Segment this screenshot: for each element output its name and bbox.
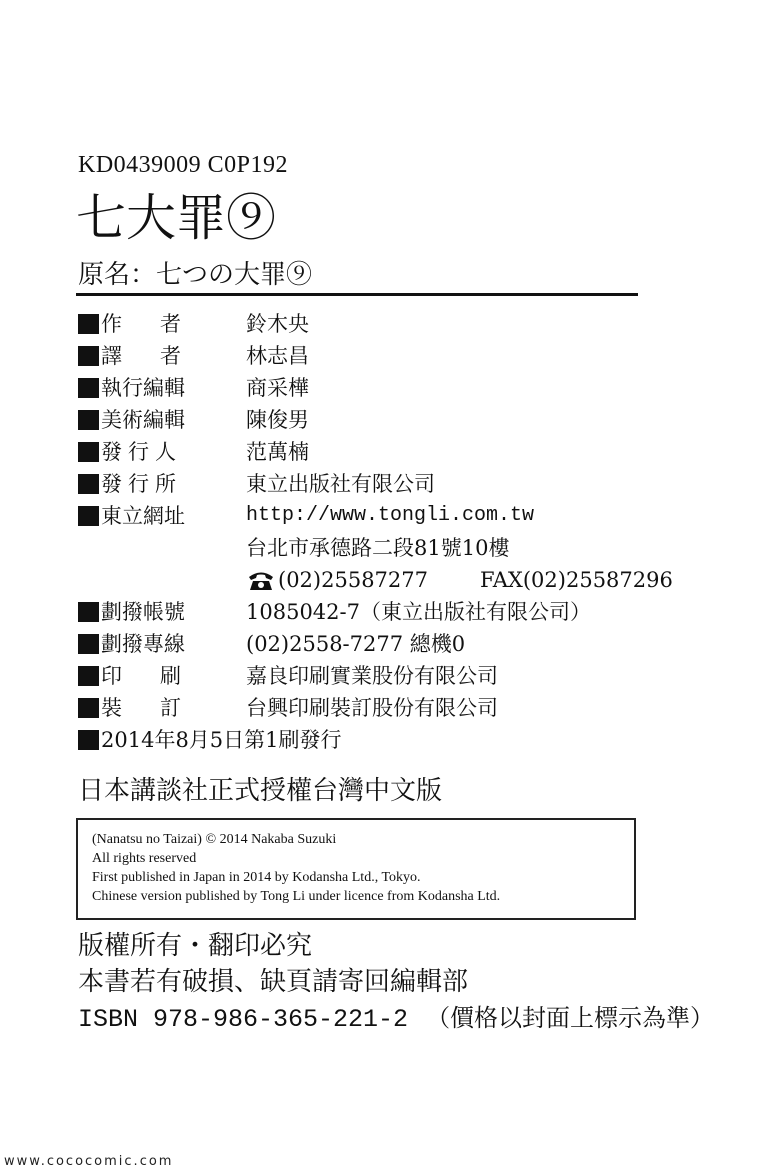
contact-row [78, 564, 678, 596]
credit-value: 陳俊男 [246, 408, 309, 432]
watermark: www.cococomic.com [4, 1154, 174, 1169]
credit-row-art-editor [78, 404, 678, 436]
bullet-square-icon [78, 474, 99, 494]
credits-list [78, 308, 678, 756]
credit-label: 裝訂 [101, 696, 219, 720]
credit-label: 執行編輯 [101, 376, 185, 400]
credit-row-postal-account [78, 596, 678, 628]
credit-value: 台興印刷裝訂股份有限公司 [246, 696, 498, 720]
price-note: （價格以封面上標示為準） [426, 1004, 715, 1032]
bullet-square-icon [78, 602, 99, 622]
credit-row-binding [78, 692, 678, 724]
phone-number: (02)25587277 [278, 568, 428, 592]
credit-row-printing [78, 660, 678, 692]
bullet-square-icon [78, 346, 99, 366]
damaged-copy-notice: 本書若有破損、缺頁請寄回編輯部 [78, 967, 469, 997]
bullet-square-icon [78, 730, 99, 750]
credit-row-translator [78, 340, 678, 372]
product-code: KD0439009 C0P192 [78, 152, 289, 178]
copyright-line: All rights reserved [92, 851, 197, 866]
book-title: 七大罪⑨ [76, 189, 276, 247]
credit-label: 劃撥專線 [101, 632, 185, 656]
notices [78, 928, 468, 1000]
bullet-square-icon [78, 666, 99, 686]
bullet-square-icon [78, 442, 99, 462]
copyright-line: (Nanatsu no Taizai) © 2014 Nakaba Suzuki [92, 832, 337, 847]
credit-value: 林志昌 [246, 344, 309, 368]
bullet-square-icon [78, 410, 99, 430]
credit-value: 嘉良印刷實業股份有限公司 [246, 664, 498, 688]
credit-label: 劃撥帳號 [101, 600, 185, 624]
fax-number: FAX(02)25587296 [480, 568, 673, 592]
license-statement: 日本講談社正式授權台灣中文版 [78, 776, 443, 806]
copyright-line: First published in Japan in 2014 by Kodansha Ltd., Tokyo. [92, 870, 421, 885]
credit-value: 1085042-7（東立出版社有限公司） [246, 600, 591, 624]
address: 台北市承德路二段81號10樓 [246, 536, 510, 560]
isbn-row [78, 1000, 714, 1038]
credit-row-publishing-house [78, 468, 678, 500]
bullet-square-icon [78, 698, 99, 718]
credit-value: (02)2558-7277 總機0 [246, 632, 466, 656]
credit-label: 印刷 [101, 664, 219, 688]
credit-value: 商采樺 [246, 376, 309, 400]
isbn: ISBN 978-986-365-221-2 [78, 1005, 409, 1034]
credit-label: 作者 [101, 312, 219, 336]
release-row [78, 724, 678, 756]
copyright-line: Chinese version published by Tong Li under licence from Kodansha Ltd. [92, 889, 501, 904]
credit-row-author [78, 308, 678, 340]
bullet-square-icon [78, 378, 99, 398]
copyright-box [76, 818, 636, 920]
credit-value: 鈴木央 [246, 312, 309, 336]
telephone-icon [246, 569, 276, 591]
credit-row-website [78, 500, 678, 532]
credit-label: 美術編輯 [101, 408, 185, 432]
original-title: 原名：七つの大罪⑨ [78, 260, 313, 290]
credit-row-publisher [78, 436, 678, 468]
rights-notice: 版權所有・翻印必究 [78, 931, 313, 961]
credit-label: 譯者 [101, 344, 219, 368]
address-row [78, 532, 678, 564]
bullet-square-icon [78, 634, 99, 654]
credit-label: 發行所 [101, 472, 182, 496]
credit-label: 發行人 [101, 440, 182, 464]
title-divider [76, 293, 638, 296]
bullet-square-icon [78, 506, 99, 526]
credit-value: 東立出版社有限公司 [246, 472, 435, 496]
credit-row-postal-hotline [78, 628, 678, 660]
release-date: 2014年8月5日第1刷發行 [101, 728, 342, 752]
credit-value: 范萬楠 [246, 440, 309, 464]
website-url: http://www.tongli.com.tw [246, 504, 535, 527]
credit-label: 東立網址 [101, 504, 185, 528]
credit-row-executive-editor [78, 372, 678, 404]
bullet-square-icon [78, 314, 99, 334]
